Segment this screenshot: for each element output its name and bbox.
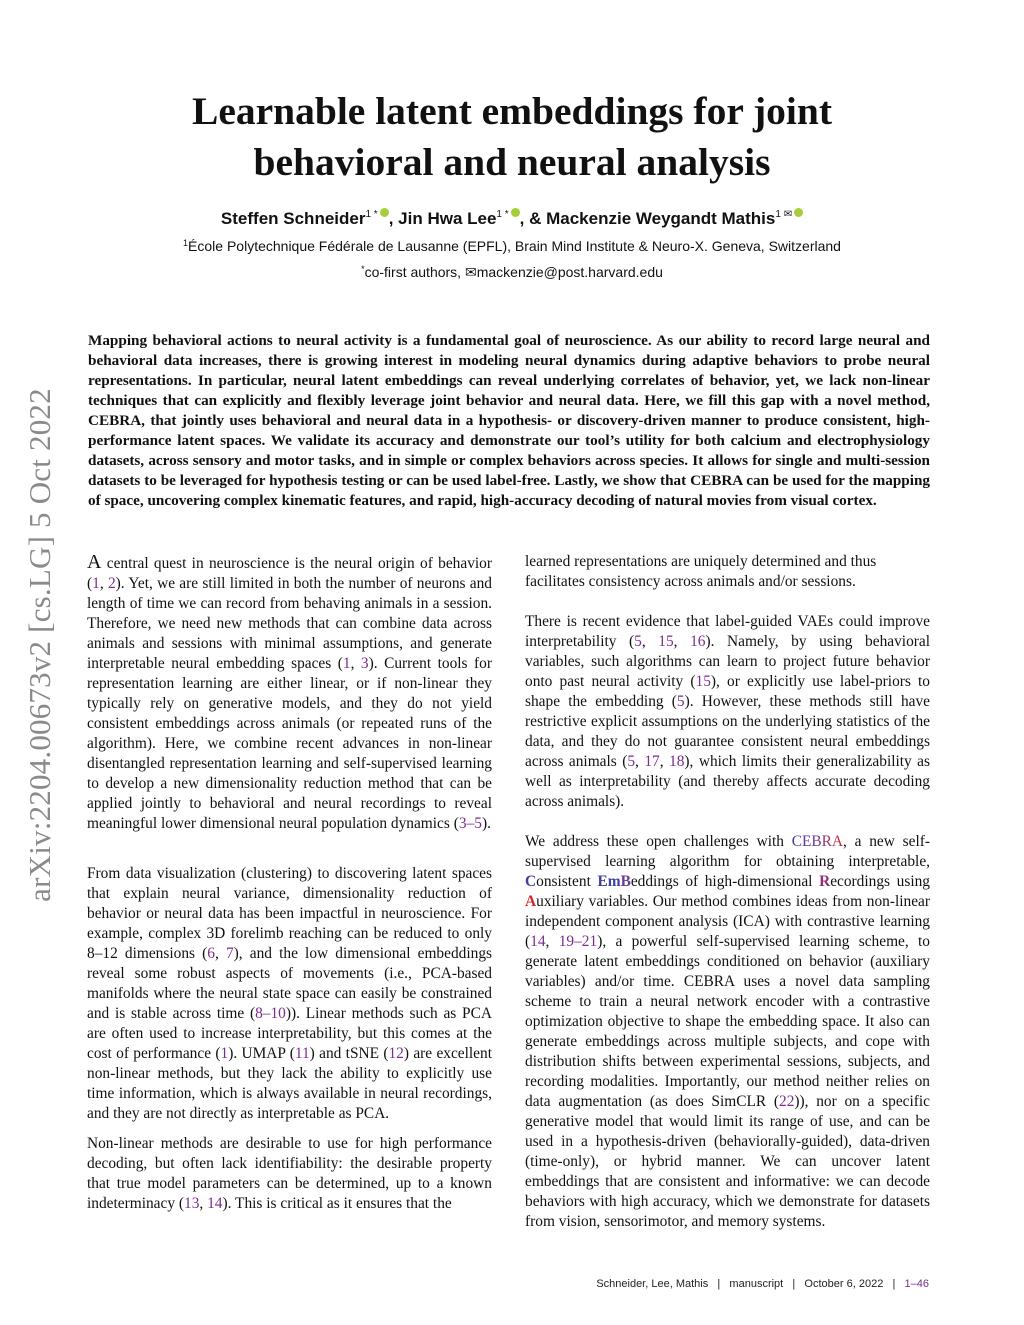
citation-link[interactable]: 22: [779, 1093, 795, 1110]
author-separator: , &: [519, 209, 547, 228]
title-line-1: Learnable latent embeddings for joint: [191, 89, 833, 133]
affiliation-text: École Polytechnique Fédérale de Lausanne (EPFL), Brain Mind Institute & Neuro-X. Geneva, Switzerland: [188, 238, 841, 254]
text-run: There is recent evidence that label-guided VAEs could improve interpretability (: [525, 613, 930, 650]
citation-link[interactable]: 15: [695, 673, 711, 690]
citation-link[interactable]: 2: [107, 575, 116, 592]
citation-link[interactable]: 11: [294, 1045, 310, 1062]
author-name: Jin Hwa Lee: [398, 209, 497, 228]
page-footer: [596, 1278, 929, 1290]
affiliation: [0, 238, 1024, 254]
paper-title: [0, 86, 1024, 188]
text-run: Non-linear methods are desirable to use for high performance decoding, but often lack identifiability: the desirable property that true model parameters can be determined, up to a known indeterminacy (: [87, 1135, 492, 1212]
citation-link[interactable]: 1: [342, 655, 351, 672]
text-run: eddings of high-dimensional: [630, 873, 820, 890]
text-run: )), nor on a specific generative model that would limit its range of use, and can be used in a hypothesis-driven (behaviorally-guided), data-driven (time-only), or hybrid manner. We can uncover latent embeddings that are consistent and informative: we can decode behaviors with high accuracy, which we demonstrate for datasets from vision, sensorimotor, and memory systems.: [525, 1093, 930, 1230]
citation-link[interactable]: 5: [634, 633, 642, 650]
citation-link[interactable]: 6: [207, 945, 215, 962]
cofirst-text: co-first authors,: [364, 264, 465, 280]
footer-date: October 6, 2022: [804, 1278, 884, 1290]
author-name: Steffen Schneider: [220, 209, 366, 228]
text-run: ). Namely, by using behavioral variables, such algorithms can learn to project future behavior onto past neural activity (: [525, 633, 930, 690]
author-affil-sup: 1 *: [496, 209, 509, 220]
text-run: ). Current tools for representation learning are either linear, or if non-linear they typically rely on generative models, and they do not yield consistent embeddings across animals (or repeated runs of the algorithm). Here, we combine recent advances in non-linear disentangled representation learning and self-supervised learning to develop a new dimensionality reduction method that can be applied jointly to behavioral and neural recordings to reveal meaningful lower dimensional neural population dynamics (: [87, 655, 492, 832]
text-run: ,: [199, 1195, 208, 1212]
citation-link[interactable]: 13: [184, 1195, 200, 1212]
author-separator: ,: [388, 209, 399, 228]
text-run: ,: [641, 633, 659, 650]
text-run: )). Linear methods such as PCA are often used to increase interpretability, but this comes at the cost of performance (: [87, 1005, 492, 1062]
citation-link[interactable]: 3–5: [458, 815, 482, 832]
text-run: ,: [99, 575, 108, 592]
paragraph: [87, 864, 492, 1124]
text-run: ,: [350, 655, 361, 672]
right-column: [525, 552, 930, 1232]
footer-authors: Schneider, Lee, Mathis: [596, 1278, 709, 1290]
text-run: ,: [635, 753, 645, 770]
text-run: ), which limits their generalizability as well as interpretability (and thereby affects accurate decoding across animals).: [525, 753, 931, 810]
affiliation-sup: 1: [183, 238, 189, 248]
acronym-letter: C: [525, 873, 537, 890]
orcid-icon[interactable]: [794, 208, 803, 217]
text-run: ). UMAP (: [228, 1045, 295, 1062]
text-run: ,: [545, 933, 559, 950]
citation-link[interactable]: 1: [92, 575, 100, 592]
arxiv-stamp: arXiv:2204.00673v2 [cs.LG] 5 Oct 2022: [22, 388, 57, 902]
paragraph: [87, 552, 492, 834]
author-list: [0, 208, 1024, 229]
title-line-2: behavioral and neural analysis: [253, 140, 771, 184]
text-run: ). Yet, we are still limited in both the number of neurons and length of time we can record from behaving animals in a session. Therefore, we need new methods that can combine data across animals and sessions with minimal assumptions, and generate interpretable neural embedding spaces (: [87, 575, 492, 672]
citation-link[interactable]: 7: [225, 945, 234, 962]
text-run: onsistent: [536, 873, 598, 890]
text-run: ,: [214, 945, 226, 962]
citation-link[interactable]: 16: [690, 633, 706, 650]
text-run: ,: [659, 753, 670, 770]
text-run: ) are excellent non-linear methods, but they lack the ability to explicitly use time information, which is always available in neural recordings, and they are not directly as interpretable as PCA.: [87, 1045, 492, 1122]
author-affil-sup: 1 *: [365, 209, 378, 220]
citation-link[interactable]: 18: [669, 753, 685, 770]
text-run: ) and tSNE (: [309, 1045, 389, 1062]
citation-link[interactable]: 5: [627, 753, 636, 770]
acronym-letter: A: [525, 893, 537, 910]
paragraph: [525, 832, 930, 1232]
left-column: [87, 552, 492, 1214]
paragraph: [525, 552, 930, 592]
text-run: ), a powerful self-supervised learning scheme, to generate latent embeddings conditioned on behavior (auxiliary variables) and/or time. CEBRA uses a novel data sampling scheme to train a neural network encoder with a contrastive optimization objective to shape the embedding space. It also can generate embeddings across multiple subjects, and cope with distribution shifts between experimental sessions, subjects, and recording modalities. Importantly, our method neither relies on data augmentation (as does SimCLR (: [525, 933, 930, 1110]
citation-link[interactable]: 1: [220, 1045, 229, 1062]
text-run: learned representations are uniquely determined and thus facilitates consistency across animals and/or sessions.: [525, 553, 877, 590]
citation-link[interactable]: 14: [530, 933, 546, 950]
text-run: ), or explicitly use label-priors to shape the embedding (: [525, 673, 930, 710]
paragraph: [525, 612, 930, 812]
author-name: Mackenzie Weygandt Mathis: [546, 209, 776, 228]
abstract: Mapping behavioral actions to neural activity is a fundamental goal of neuroscience. As our ability to record large neural and behavioral data increases, there is growing interest in modeling neural dynamics during adaptive behaviors to probe neural representations. In particular, neural latent embeddings can reveal underlying correlates of behavior, yet, we lack non-linear techniques that can explicitly and flexibly leverage joint behavior and neural data. Here, we fill this gap with a novel method, CEBRA, that jointly uses behavioral and neural data in a hypothesis- or discovery-driven manner to produce consistent, high-performance latent spaces. We validate its accuracy and demonstrate our tool’s utility for both calcium and electrophysiology datasets, across sensory and motor tasks, and in simple or complex behaviors across species. It allows for single and multi-session datasets to be leveraged for hypothesis testing or can be used label-free. Lastly, we show that CEBRA can be used for the mapping of space, uncovering complex kinematic features, and rapid, high-accuracy decoding of natural movies from visual cortex.: [88, 332, 930, 509]
orcid-icon[interactable]: [511, 208, 520, 217]
text-run: ), and the low dimensional embeddings reveal some robust aspects of movements (i.e., PCA-based manifolds where the neural state space can easily be constrained and is stable across time (: [87, 945, 492, 1022]
text-run: ).: [481, 815, 491, 832]
footer-separator: |: [783, 1278, 805, 1290]
footer-separator: |: [708, 1278, 730, 1290]
text-run: We address these open challenges with: [525, 833, 792, 850]
footer-type: manuscript: [729, 1278, 784, 1290]
email-link[interactable]: mackenzie@post.harvard.edu: [476, 264, 663, 280]
text-run: ). This is critical as it ensures that the: [222, 1195, 452, 1212]
citation-link[interactable]: 15: [658, 633, 674, 650]
email-icon: ✉: [464, 264, 477, 280]
text-run: uxiliary variables. Our method combines ideas from non-linear independent component analysis (ICA) with contrastive learning (: [525, 893, 930, 950]
author-affil-sup: 1 ✉: [775, 209, 793, 220]
text-run: , a new self-supervised learning algorithm for obtaining interpretable,: [525, 833, 930, 870]
cebra-link[interactable]: CEBRA: [791, 833, 844, 850]
paragraph: [87, 1134, 492, 1214]
citation-link[interactable]: 3: [360, 655, 369, 672]
citation-link[interactable]: 12: [388, 1045, 404, 1062]
cofirst-note: [0, 264, 1024, 281]
text-run: central quest in neuroscience is the neural origin of behavior (: [87, 555, 492, 592]
text-run: ). However, these methods still have restrictive explicit assumptions on the underlying statistics of the data, and they do not guarantee consistent neural embeddings across animals (: [525, 693, 930, 770]
acronym-letter: Em: [597, 873, 621, 890]
citation-link[interactable]: 19–21: [558, 933, 598, 950]
cofirst-sup: *: [361, 264, 365, 274]
footer-pages[interactable]: 1–46: [904, 1278, 929, 1290]
orcid-icon[interactable]: [380, 208, 389, 217]
citation-link[interactable]: 17: [644, 753, 660, 770]
acronym-letter: B: [620, 873, 631, 890]
text-run: ecordings using: [830, 873, 930, 890]
acronym-letter: R: [819, 873, 831, 890]
footer-separator: |: [883, 1278, 905, 1290]
text-run: ,: [673, 633, 691, 650]
text-run: From data visualization (clustering) to discovering latent spaces that explain neural variance, dimensionality reduction of behavior or neural data has been impactful in neuroscience. For example, complex 3D forelimb reaching can be reduced to only 8–12 dimensions (: [87, 865, 492, 962]
citation-link[interactable]: 5: [676, 693, 685, 710]
drop-cap: A: [87, 551, 102, 573]
citation-link[interactable]: 8–10: [255, 1005, 286, 1022]
citation-link[interactable]: 14: [207, 1195, 223, 1212]
